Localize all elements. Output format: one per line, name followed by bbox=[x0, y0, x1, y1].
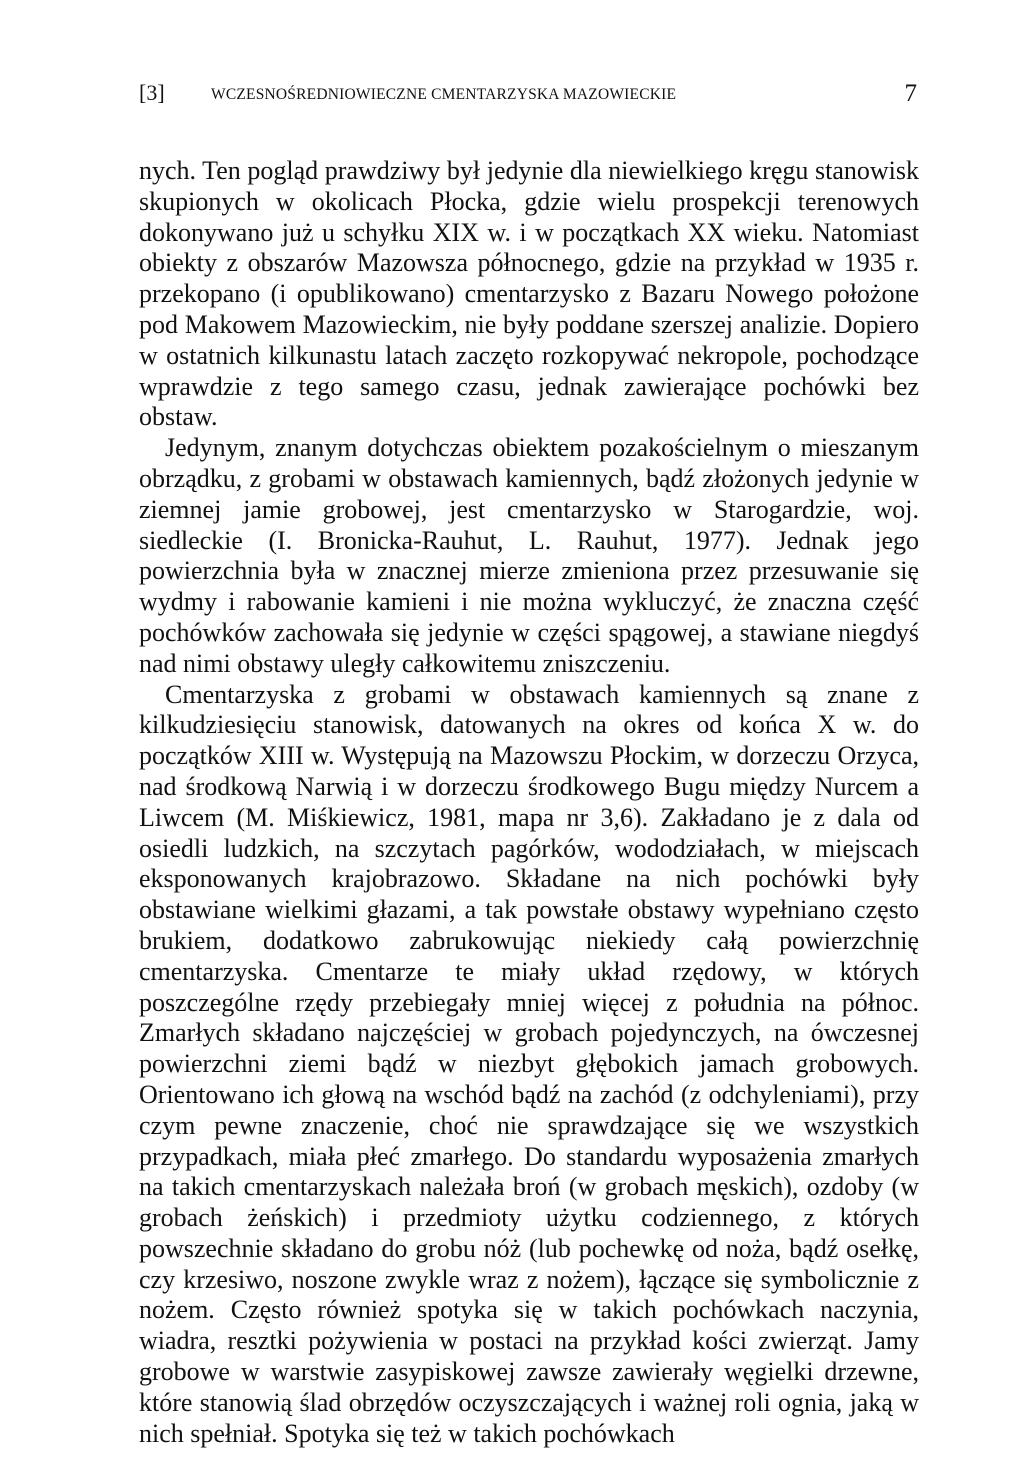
paragraph-2: Jedynym, znanym dotychczas obiektem pozakościelnym o mieszanym obrządku, z grobami w obstawach kamiennych, bądź złożonych jedynie w ziemnej jamie grobowej, jest cmentarzysko w Starogardzie, woj. siedleckie (I. Bronicka-Rauhut, L. Rauhut, 1977). Jednak jego powierzchnia była w znacznej mierze zmieniona przez przesuwanie się wydmy i rabowanie kamieni i nie można wykluczyć, że znaczna część pochówków zachowała się jedynie w części spągowej, a stawiane niegdyś nad nimi obstawy uległy całkowitemu zniszczeniu. bbox=[139, 433, 919, 678]
page bbox=[139, 78, 919, 1449]
running-title: WCZESNOŚREDNIOWIECZNE CMENTARZYSKA MAZOWIECKIE bbox=[211, 86, 677, 103]
running-header bbox=[139, 78, 919, 118]
body-text bbox=[139, 156, 919, 1449]
section-number: [3] bbox=[139, 80, 165, 105]
page-number: 7 bbox=[904, 80, 917, 107]
paragraph-1: nych. Ten pogląd prawdziwy był jedynie dla niewielkiego kręgu stanowisk skupionych w okolicach Płocka, gdzie wielu prospekcji terenowych dokonywano już u schyłku XIX w. i w początkach XX wieku. Natomiast obiekty z obszarów Mazowsza północnego, gdzie na przykład w 1935 r. przekopano (i opublikowano) cmentarzysko z Bazaru Nowego położone pod Makowem Mazowieckim, nie były poddane szerszej analizie. Dopiero w ostatnich kilkunastu latach zaczęto rozkopywać nekropole, pochodzące wprawdzie z tego samego czasu, jednak zawierające pochówki bez obstaw. bbox=[139, 156, 919, 432]
paragraph-3: Cmentarzyska z grobami w obstawach kamiennych są znane z kilkudziesięciu stanowisk, datowanych na okres od końca X w. do początków XIII w. Występują na Mazowszu Płockim, w dorzeczu Orzyca, nad środkową Narwią i w dorzeczu środkowego Bugu między Nurcem a Liwcem (M. Miśkiewicz, 1981, mapa nr 3,6). Zakładano je z dala od osiedli ludzkich, na szczytach pagórków, wododziałach, w miejscach eksponowanych krajobrazowo. Składane na nich pochówki były obstawiane wielkimi głazami, a tak powstałe obstawy wypełniano często brukiem, dodatkowo zabrukowując niekiedy całą powierzchnię cmentarzyska. Cmentarze te miały układ rzędowy, w których poszczególne rzędy przebiegały mniej więcej z południa na północ. Zmarłych składano najczęściej w grobach pojedynczych, na ówczesnej powierzchni ziemi bądź w niezbyt głębokich jamach grobowych. Orientowano ich głową na wschód bądź na zachód (z odchyleniami), przy czym pewne znaczenie, choć nie sprawdzające się we wszystkich przypadkach, miała płeć zmarłego. Do standardu wyposażenia zmarłych na takich cmentarzyskach należała broń (w grobach męskich), ozdoby (w grobach żeńskich) i przedmioty użytku codziennego, z których powszechnie składano do grobu nóż (lub pochewkę od noża, bądź osełkę, czy krzesiwo, noszone zwykle wraz z nożem), łączące się symbolicznie z nożem. Często również spotyka się w takich pochówkach naczynia, wiadra, resztki pożywienia w postaci na przykład kości zwierząt. Jamy grobowe w warstwie zasypiskowej zawsze zawierały węgielki drzewne, które stanowią ślad obrzędów oczyszczających i ważnej roli ognia, jaką w nich spełniał. Spotyka się też w takich pochówkach bbox=[139, 679, 919, 1448]
